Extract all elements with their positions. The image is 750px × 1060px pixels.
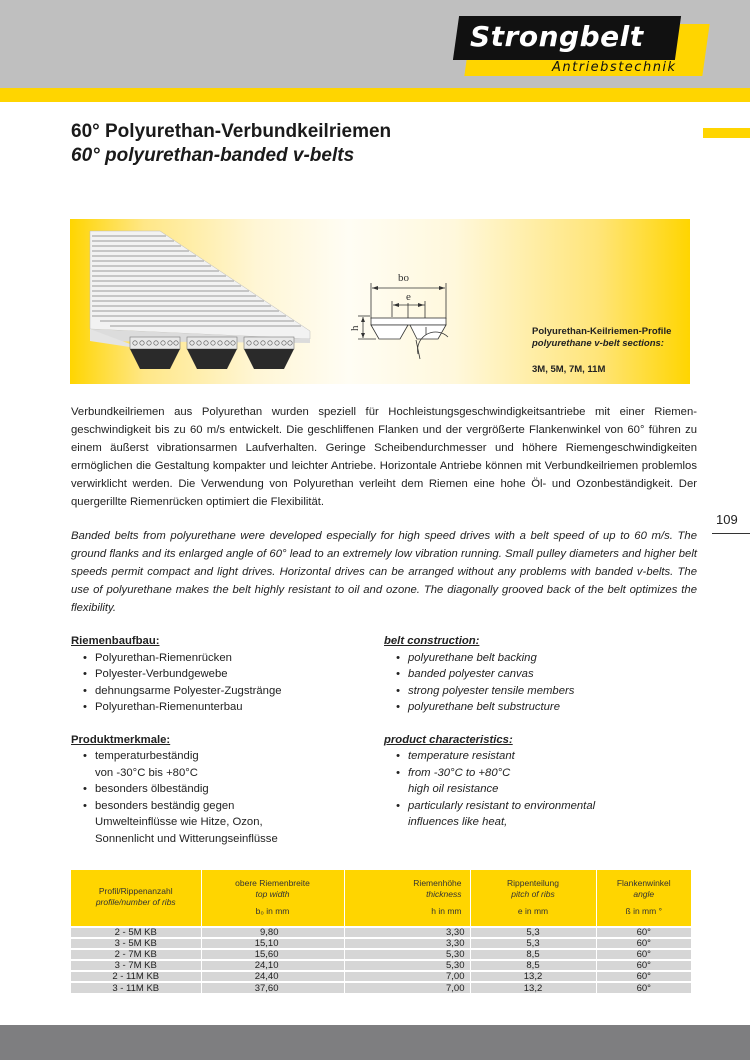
table-header-row <box>71 870 691 927</box>
footer-band <box>0 1025 750 1060</box>
list-item: • temperaturbeständig von -30°C bis +80°C <box>83 748 391 781</box>
specification-table <box>71 870 691 993</box>
profile-sizes: 3M, 5M, 7M, 11M <box>532 364 606 375</box>
list-item: • strong polyester tensile members <box>396 683 704 700</box>
characteristics-list-en <box>384 748 704 831</box>
table-row: 2 - 7M KB 15,60 5,30 8,5 60° <box>71 949 691 960</box>
product-illustration-panel <box>70 219 690 384</box>
table-row: 3 - 5M KB 15,10 3,30 5,3 60° <box>71 938 691 949</box>
profile-caption-de: Polyurethan-Keilriemen-Profile <box>532 326 672 337</box>
list-item: • Polyurethan-Riemenrücken <box>83 650 391 667</box>
cross-section-dimension-diagram <box>358 283 448 359</box>
page-number: 109 <box>716 512 738 527</box>
logo-brand-name: Strongbelt <box>470 20 644 53</box>
list-item: • polyurethane belt backing <box>396 650 704 667</box>
column-header-top-width: obere Riemenbreite top width b₀ in mm <box>201 870 344 927</box>
logo-tagline: Antriebstechnik <box>552 60 677 75</box>
page-number-rule <box>712 533 750 534</box>
list-item: • banded polyester canvas <box>396 666 704 683</box>
table-row: 3 - 7M KB 24,10 5,30 8,5 60° <box>71 960 691 971</box>
description-en: Banded belts from polyurethane were developed especially for high speed drives with a belt speed of up to 60 m/s. The ground flanks and its enlarged angle of 60° lead to an extremely low vibration running. Small pulley diameters and higher belt speeds permit compact and light drives. Horizontal drives can be arranged without any problems with banded v-belts. The use of polyurethane makes the belt highly resistant to oil and ozone. The diagonally grooved back of the belt optimizes the flexibility. <box>71 530 697 614</box>
list-item: • temperature resistant <box>396 748 704 765</box>
column-header-angle: Flankenwinkel angle ß in mm ° <box>596 870 691 927</box>
column-header-pitch: Rippenteilung pitch of ribs e in mm <box>470 870 596 927</box>
list-item: • dehnungsarme Polyester-Zugstränge <box>83 683 391 700</box>
list-item: • from -30°C to +80°C high oil resistance <box>396 765 704 798</box>
svg-text:bo: bo <box>398 272 409 284</box>
list-item: • polyurethane belt substructure <box>396 699 704 716</box>
profile-caption-en: polyurethane v-belt sections: <box>532 338 664 349</box>
list-item: • Polyester-Verbundgewebe <box>83 666 391 683</box>
strongbelt-logo <box>456 16 688 80</box>
construction-heading-en: belt construction: <box>384 635 480 647</box>
page-side-tab-marker <box>703 128 750 138</box>
description-de: Verbundkeilriemen aus Polyurethan wurden speziell für Hochleistungsgeschwindigkeitsantriebe mit einer Riemengeschwindigkeit bis zu 60 m/s entwickelt. Die geschliffenen Flanken und der vergrößerte Flankenwinkel von 60° führen zu einem äußerst vibrationsarmen Laufverhalten. Geringe Scheibendurchmesser und höhere Riemengeschwindigkeiten ermöglichen die Gestaltung kompakter und leichter Antriebe. Horizontale Antriebe können mit Verbundkeilriemen problemlos verwirklicht werden. Die Verwendung von Polyurethan verleiht dem Riemen eine hohe Öl- und Ozonbeständigkeit. Der quergerillte Riemenrücken optimiert die Flexibilität. <box>71 406 697 508</box>
header-accent-stripe <box>0 88 750 102</box>
features-column-de <box>71 633 391 847</box>
characteristics-heading-de: Produktmerkmale: <box>71 733 171 746</box>
construction-list-en <box>384 650 704 716</box>
list-item: • Polyurethan-Riemenunterbau <box>83 699 391 716</box>
features-column-en <box>384 633 704 831</box>
page-title-en: 60° polyurethan-banded v-belts <box>71 145 355 166</box>
list-item: • particularly resistant to environmental influences like heat, <box>396 798 704 831</box>
column-header-profile: Profil/Rippenanzahl profile/number of ribs <box>71 870 201 927</box>
characteristics-list-de <box>71 748 391 847</box>
page-title-de: 60° Polyurethan-Verbundkeilriemen <box>71 121 392 142</box>
list-item: • besonders beständig gegen Umwelteinflüsse wie Hitze, Ozon, Sonnenlicht und Witterungseinflüsse <box>83 798 391 848</box>
profile-caption <box>532 326 671 376</box>
construction-heading-de: Riemenbaufbau: <box>71 635 160 647</box>
table-row: 2 - 11M KB 24,40 7,00 13,2 60° <box>71 971 691 982</box>
construction-list-de <box>71 650 391 716</box>
column-header-thickness: Riemenhöhe thickness h in mm <box>344 870 470 927</box>
characteristics-heading-en: product characteristics: <box>384 733 513 746</box>
table-row: 3 - 11M KB 37,60 7,00 13,2 60° <box>71 982 691 993</box>
svg-text:h: h <box>349 325 361 331</box>
list-item: • besonders ölbeständig <box>83 781 391 798</box>
table-row: 2 - 5M KB 9,80 3,30 5,3 60° <box>71 927 691 938</box>
svg-text:e: e <box>406 291 411 303</box>
